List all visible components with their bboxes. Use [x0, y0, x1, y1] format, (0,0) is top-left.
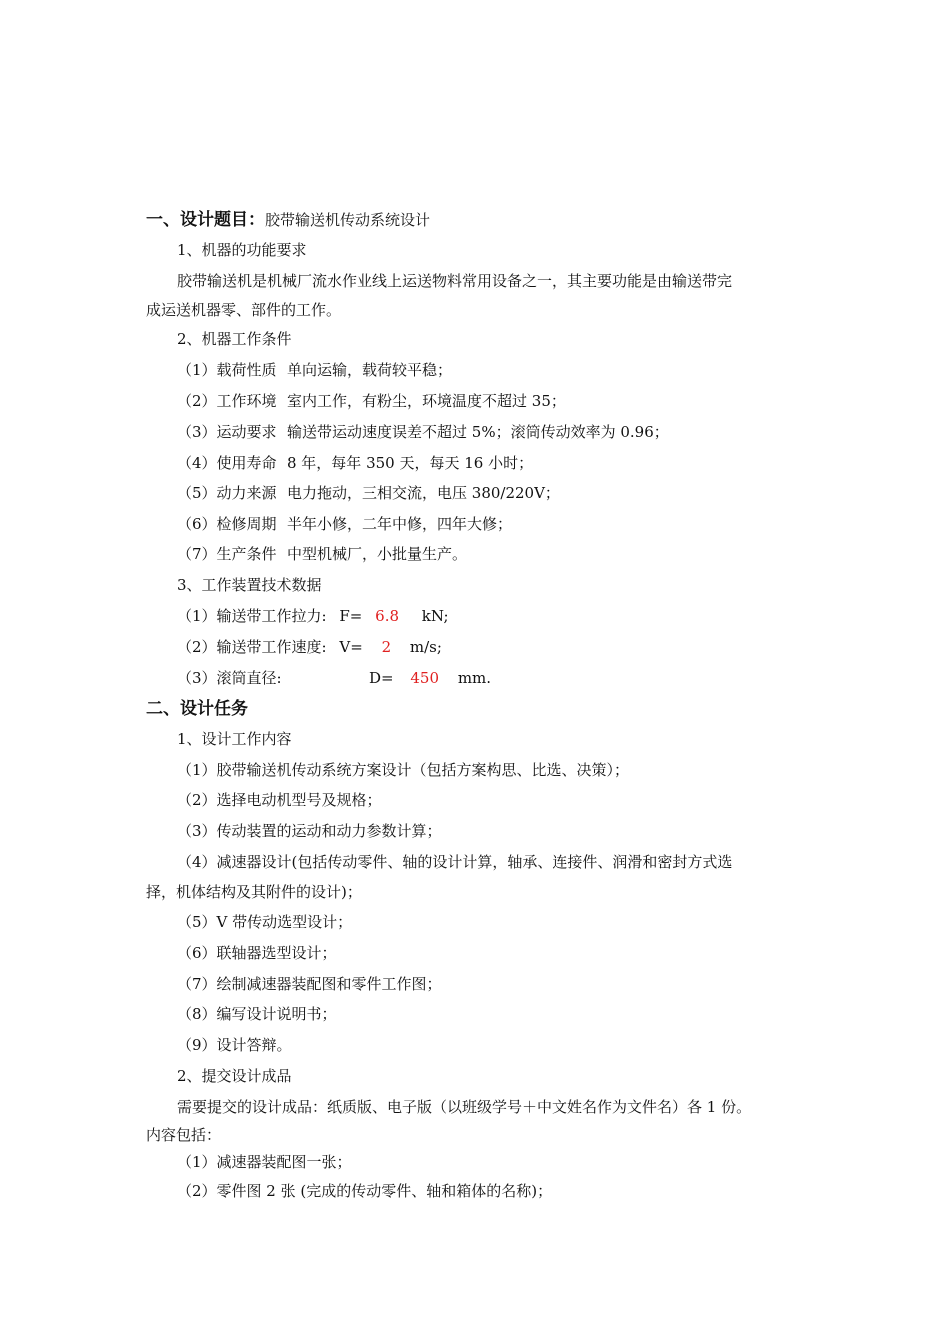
condition-item: [177, 483, 560, 503]
task-item-continued: 择，机体结构及其附件的设计)；: [146, 883, 362, 901]
deliverables-line-2: 内容包括：: [146, 1126, 222, 1144]
deliverables-line-1: 需要提交的设计成品：纸质版、电子版（以班级学号＋中文姓名作为文件名）各 1 份。: [177, 1098, 752, 1116]
subheading-function-requirements: 1、机器的功能要求: [177, 241, 307, 259]
tech-value: 450: [410, 669, 440, 687]
condition-value: 输送带运动速度误差不超过 5%；滚筒传动效率为 0.96；: [287, 423, 669, 441]
tech-symbol: D=: [369, 669, 394, 687]
tech-unit: kN;: [421, 607, 449, 625]
section-1-number-title: 一、设计题目：: [146, 210, 265, 230]
paragraph-function-line-1: 胶带输送机是机械厂流水作业线上运送物料常用设备之一，其主要功能是由输送带完: [177, 272, 733, 290]
task-item: （6）联轴器选型设计；: [177, 944, 337, 962]
condition-item: [177, 453, 533, 473]
tech-value: 6.8: [375, 607, 400, 625]
condition-value: 中型机械厂，小批量生产。: [287, 545, 468, 563]
deliverable-item: （2）零件图 2 张 (完成的传动零件、轴和箱体的名称)；: [177, 1182, 553, 1200]
condition-value: 半年小修，二年中修，四年大修；: [287, 515, 513, 533]
condition-value: 室内工作，有粉尘，环境温度不超过 35；: [287, 392, 566, 410]
paragraph-function-line-2: 成运送机器零、部件的工作。: [146, 301, 342, 319]
condition-item: [177, 391, 566, 411]
task-item: （4）减速器设计(包括传动零件、轴的设计计算，轴承、连接件、润滑和密封方式选: [177, 853, 733, 871]
condition-label: （4）使用寿命: [177, 454, 277, 472]
task-item: （5）V 带传动选型设计；: [177, 913, 353, 931]
condition-value: 电力拖动，三相交流，电压 380/220V；: [287, 484, 560, 502]
task-item: （3）传动装置的运动和动力参数计算；: [177, 822, 442, 840]
task-item: （1）胶带输送机传动系统方案设计（包括方案构思、比选、决策）；: [177, 761, 630, 779]
condition-item: [177, 514, 512, 534]
condition-label: （6）检修周期: [177, 515, 277, 533]
tech-label: （1）输送带工作拉力:: [177, 607, 327, 625]
condition-label: （2）工作环境: [177, 392, 277, 410]
task-item: （2）选择电动机型号及规格；: [177, 791, 382, 809]
tech-data-item: [177, 606, 449, 626]
task-item: （8）编写设计说明书；: [177, 1005, 337, 1023]
tech-data-item: [177, 668, 491, 688]
subheading-design-work: 1、设计工作内容: [177, 730, 292, 748]
section-2-heading: 二、设计任务: [146, 699, 248, 719]
condition-item: [177, 422, 669, 442]
condition-label: （3）运动要求: [177, 423, 277, 441]
tech-unit: mm.: [457, 669, 492, 687]
tech-symbol: F=: [339, 607, 363, 625]
tech-unit: m/s;: [409, 638, 442, 656]
subheading-technical-data: 3、工作装置技术数据: [177, 576, 322, 594]
tech-data-item: [177, 637, 442, 657]
deliverable-item: （1）减速器装配图一张；: [177, 1153, 352, 1171]
condition-label: （7）生产条件: [177, 545, 277, 563]
tech-label: （3）滚筒直径:: [177, 669, 282, 687]
design-topic-title: 胶带输送机传动系统设计: [265, 211, 431, 229]
tech-value: 2: [381, 638, 392, 656]
condition-item: [177, 360, 452, 380]
section-1-heading: [146, 209, 430, 231]
task-item: （7）绘制减速器装配图和零件工作图；: [177, 975, 442, 993]
condition-value: 单向运输，载荷较平稳；: [287, 361, 453, 379]
tech-symbol: V=: [339, 638, 363, 656]
condition-label: （1）载荷性质: [177, 361, 277, 379]
tech-label: （2）输送带工作速度:: [177, 638, 327, 656]
subheading-submit-deliverables: 2、提交设计成品: [177, 1067, 292, 1085]
condition-value: 8 年，每年 350 天，每天 16 小时；: [287, 454, 534, 472]
task-item: （9）设计答辩。: [177, 1036, 292, 1054]
subheading-working-conditions: 2、机器工作条件: [177, 330, 292, 348]
condition-item: [177, 544, 467, 564]
condition-label: （5）动力来源: [177, 484, 277, 502]
